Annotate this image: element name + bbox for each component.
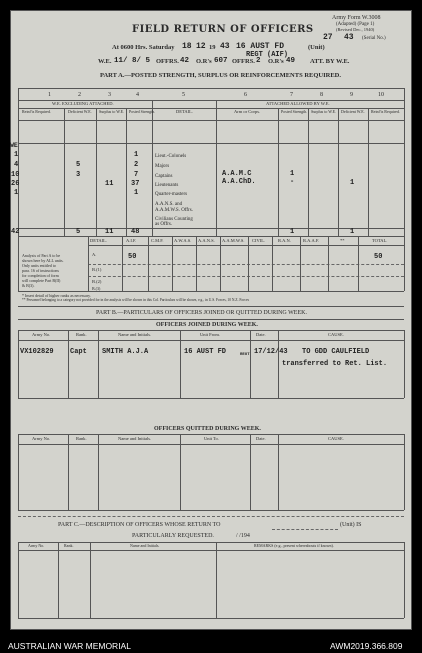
joined-cause: TO GDD CAULFIELD <box>302 348 370 356</box>
analysis-head-other: ** <box>340 238 345 243</box>
joined-unit: 16 AUST FD <box>184 348 227 356</box>
joined-name: SMITH A.J.A <box>102 348 149 356</box>
analysis-head-ran: R.A.N. <box>278 238 291 243</box>
rank-lieutenants: Lieutenants <box>155 183 179 188</box>
field-return-document <box>10 10 412 630</box>
ors2-label: O.R's <box>268 58 284 65</box>
joined-date: 17/12/43 <box>254 348 288 356</box>
we-qm: 1 <box>14 189 19 197</box>
total-posted: 48 <box>131 228 140 236</box>
col-number-3: 3 <box>108 92 111 98</box>
footer-institution: AUSTRALIAN WAR MEMORIAL <box>8 641 131 651</box>
col-head-att-surplus: Surplus to W.E. <box>311 109 337 114</box>
col-number-9: 9 <box>350 92 353 98</box>
joined-army-no: VX102829 <box>20 348 54 356</box>
joined-head-name: Name and Initials. <box>118 332 152 337</box>
form-number: Army Form W.3008 <box>332 15 381 21</box>
posted-qm: 1 <box>134 189 139 197</box>
serial-value: 43 <box>344 33 354 42</box>
attached-allowed-label: ATTACHED ALLOWED BY W.E. <box>266 101 330 106</box>
analysis-head-civil: CIVIL. <box>252 238 266 243</box>
offrs2-label: OFFRS. <box>232 58 255 65</box>
joined-head-army-no: Army No. <box>32 332 51 337</box>
quit-head-unit: Unit To. <box>204 436 219 441</box>
posted-lieutenants: 37 <box>131 180 140 188</box>
joined-head-unit: Unit From. <box>200 332 221 337</box>
unit-name-line2: REGT (AIF) <box>246 51 289 59</box>
quit-head-rank: Rank. <box>76 436 87 441</box>
joined-head-cause: CAUSE. <box>328 332 344 337</box>
col-head-detail: DETAIL. <box>176 109 194 114</box>
rank-civilians: Civilians Counting <box>155 217 193 222</box>
analysis-note-4: para. 16 of instructions <box>22 268 59 273</box>
analysis-aif-a: 50 <box>128 253 137 261</box>
col-head-posted: Posted Strength. <box>129 109 156 114</box>
analysis-head-awas: A.W.A.S. <box>174 238 192 243</box>
footnote-1: * Insert detail of higher ranks as necessary. <box>22 293 91 298</box>
col-head-arm: Arm or Corps. <box>234 109 261 114</box>
rank-captains: Captains <box>155 174 173 179</box>
we-majors: 4 <box>14 161 19 169</box>
date-month: 12 <box>196 42 206 51</box>
total-surplus: 11 <box>105 228 114 236</box>
analysis-head-detail: DETAIL. <box>90 238 108 243</box>
col-head-att-reinf: Reinf'ts Required. <box>371 109 400 114</box>
analysis-head-aans: A.A.N.S. <box>198 238 215 243</box>
unit-label: (Unit) <box>308 44 325 51</box>
rank-as-offrs: as Offrs. <box>155 222 173 227</box>
quit-head-name: Name and Initials. <box>118 436 152 441</box>
analysis-total-a: 50 <box>374 253 383 261</box>
analysis-note-5: for completion of form <box>22 273 59 278</box>
analysis-head-total: TOTAL. <box>372 238 388 243</box>
form-adapted: (Adapted) (Page 1) <box>336 22 375 27</box>
analysis-head-raaf: R.A.A.F. <box>303 238 320 243</box>
we-excluding-label: W.E. EXCLUDING ATTACHED. <box>52 101 114 106</box>
offrs-label: OFFRS. <box>156 58 179 65</box>
total-att-posted: 1 <box>290 228 295 236</box>
ors-value: 607 <box>214 57 228 65</box>
footer-accession: AWM2019.366.809 <box>330 641 403 651</box>
side-mark-we: WE <box>10 142 18 149</box>
archive-footer <box>0 638 422 653</box>
arm-aamc: A.A.M.C <box>222 170 252 178</box>
offrs-value: 42 <box>180 57 190 65</box>
part-a-heading: PART A.—POSTED STRENGTH, SURPLUS OR REINFORCEMENTS REQUIRED. <box>100 72 341 79</box>
col-number-5: 5 <box>182 92 185 98</box>
posted-captains: 7 <box>134 171 139 179</box>
offrs2-value: 2 <box>256 57 261 65</box>
we-value: 11/ 8/ 5 <box>114 57 151 65</box>
date-day: 18 <box>182 42 192 51</box>
part-c-line2: PARTICULARLY REQUESTED. <box>132 533 214 539</box>
analysis-note-6: will complete Part B(II) <box>22 278 61 283</box>
we-lieutenants: 26 <box>11 180 20 188</box>
analysis-row-b3: B.(3) <box>92 286 101 291</box>
col-number-7: 7 <box>290 92 293 98</box>
col-number-2: 2 <box>78 92 81 98</box>
ors2-value: 49 <box>286 57 296 65</box>
posted-majors: 2 <box>134 161 139 169</box>
quitted-title: OFFICERS QUITTED DURING WEEK. <box>154 426 261 432</box>
joined-title: OFFICERS JOINED DURING WEEK. <box>156 322 258 328</box>
footnote-2: ** Personnel belonging to a category not provided for in the analysis will be shown in this Col. Particulars will be shown, e.g., in U.S. Forces, 10 N.Z. Forces <box>22 298 249 302</box>
rank-aans: A.A.N.S. and <box>155 202 183 207</box>
analysis-head-aif: A.I.F. <box>126 238 137 243</box>
quit-head-army-no: Army No. <box>32 436 51 441</box>
time-line-label: At 0600 Hrs. Saturday <box>112 44 175 51</box>
total-att-deficient: 1 <box>350 228 355 236</box>
deficient-majors: 5 <box>76 161 81 169</box>
we-lt-col: 1 <box>14 151 19 159</box>
date-year: 43 <box>220 42 230 51</box>
part-c-unit-is: (Unit) IS <box>340 522 362 528</box>
serial-label: (Serial No.) <box>362 36 386 41</box>
year-prefix: 19 <box>209 44 216 51</box>
total-we: 42 <box>11 228 20 236</box>
form-revised: (Revised Dec., 1940) <box>336 27 375 32</box>
quit-head-cause: CAUSE. <box>328 436 344 441</box>
deficient-captains: 3 <box>76 171 81 179</box>
posted-lt-col: 1 <box>134 151 139 159</box>
analysis-note-2: shown here by ALL units. <box>22 258 64 263</box>
rank-aamws: A.A.M.W.S. Offrs. <box>155 208 193 213</box>
col-number-1: 1 <box>48 92 51 98</box>
analysis-note-1: Analysis of Part A to be <box>22 253 61 258</box>
total-deficient: 5 <box>76 228 81 236</box>
serial-prefix: 27 <box>323 33 333 42</box>
analysis-row-b1: B.(1) <box>92 267 102 272</box>
analysis-note-7: & B(3). <box>22 283 35 288</box>
arm-aachd: A.A.ChD. <box>222 178 256 186</box>
att-posted-aachd: - <box>290 178 295 186</box>
analysis-note-3: Only units entitled to <box>22 263 56 268</box>
joined-cause-2: transferred to Ret. List. <box>282 360 388 368</box>
c-head-rank: Rank. <box>64 543 74 548</box>
att-label: ATT. BY W.E. <box>310 58 350 65</box>
c-head-remarks: REMARKS (e.g., present whereabouts if known). <box>254 543 334 548</box>
part-c-heading: PART C.—DESCRIPTION OF OFFICERS WHOSE RETURN TO <box>58 522 221 528</box>
joined-head-rank: Rank. <box>76 332 87 337</box>
joined-unit-extra: REGT <box>240 353 250 357</box>
joined-rank: Capt <box>70 348 87 356</box>
part-c-date: / /194 <box>236 533 250 539</box>
analysis-head-aamws: A.A.M.W.S. <box>222 238 245 243</box>
joined-head-date: Date. <box>256 332 266 337</box>
analysis-row-b2: B.(2) <box>92 279 102 284</box>
ors-label: O.R's <box>196 58 212 65</box>
col-number-8: 8 <box>320 92 323 98</box>
att-posted-aamc: 1 <box>290 170 295 178</box>
quit-head-date: Date. <box>256 436 266 441</box>
rank-majors: Majors <box>155 164 170 169</box>
rank-quartermasters: Quarter-masters <box>155 192 188 197</box>
col-head-att-deficient: Deficient W.E. <box>341 109 365 114</box>
rank-lt-colonels: Lieut.-Colonels <box>155 154 187 159</box>
col-number-10: 10 <box>378 92 384 98</box>
c-head-name: Name and Initials. <box>130 543 160 548</box>
surplus-lieutenants: 11 <box>105 180 114 188</box>
col-number-4: 4 <box>136 92 139 98</box>
analysis-row-a: A. <box>92 252 97 257</box>
col-head-att-posted: Posted Strength. <box>281 109 308 114</box>
we-label: W.E. <box>98 58 112 65</box>
col-head-surplus: Surplus to W.E. <box>99 109 125 114</box>
col-head-deficient: Deficient W.E. <box>68 109 92 114</box>
col-head-reinf: Reinf'ts Required. <box>22 109 51 114</box>
col-number-6: 6 <box>244 92 247 98</box>
document-title: FIELD RETURN OF OFFICERS <box>132 24 314 35</box>
c-head-army-no: Army No. <box>28 543 45 548</box>
unit-name: 16 AUST FD <box>236 42 285 51</box>
we-captains: 10 <box>11 171 20 179</box>
analysis-head-cmf: C.M.F. <box>151 238 164 243</box>
att-deficient-aachd: 1 <box>350 179 355 187</box>
part-b-heading: PART B.—PARTICULARS OF OFFICERS JOINED OR QUITTED DURING WEEK. <box>96 310 307 316</box>
